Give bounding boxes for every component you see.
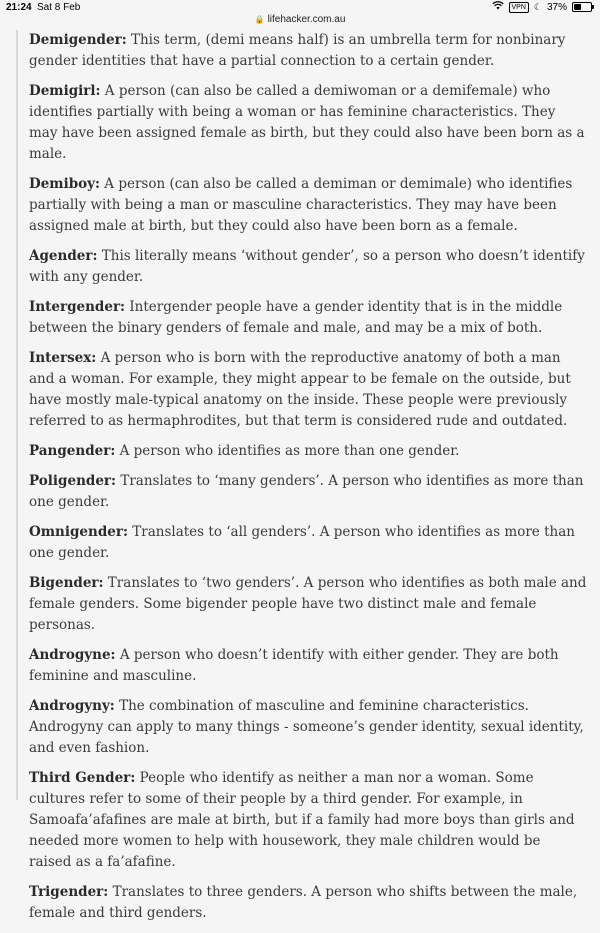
definition-term: Trigender: <box>29 884 109 900</box>
definition-entry <box>29 297 587 339</box>
definition-text: Intergender people have a gender identity that is in the middle between the binary genders of female and male, and may be a mix of both. <box>29 299 563 336</box>
definition-text: Translates to ‘all genders’. A person who identifies as more than one gender. <box>29 524 575 561</box>
definition-term: Androgyne: <box>29 647 116 663</box>
battery-percent: 37% <box>546 1 567 13</box>
definition-text: The combination of masculine and feminine characteristics. Androgyny can apply to many things - someone’s gender identity, sexual identity, and even fashion. <box>29 698 584 756</box>
definition-entry <box>29 882 587 924</box>
moon-icon: ☾ <box>533 1 542 12</box>
definition-entry <box>29 81 587 165</box>
wifi-icon <box>492 1 504 13</box>
definition-text: A person (can also be called a demiwoman or a demifemale) who identifies partially with being a woman or has feminine characteristics. They may have been assigned female as birth, but they could also have been born as a male. <box>29 83 585 162</box>
definition-term: Pangender: <box>29 443 116 459</box>
definition-term: Intergender: <box>29 299 126 315</box>
definition-text: People who identify as neither a man nor a woman. Some cultures refer to some of their people by a third gender. For example, in Samoafa’afafines are male at birth, but if a family had more boys than girls and needed more women to help with housework, they male children would be raised as a fa’afafine. <box>29 770 575 870</box>
definition-entry <box>29 348 587 432</box>
definition-term: Agender: <box>29 248 98 264</box>
definition-entry <box>29 471 587 513</box>
status-time: 21:24 <box>6 2 32 13</box>
definition-term: Demiboy: <box>29 176 100 192</box>
definition-term: Androgyny: <box>29 698 115 714</box>
article-content[interactable] <box>0 30 600 921</box>
status-bar <box>0 0 600 14</box>
definition-term: Demigender: <box>29 32 127 48</box>
definition-text: This literally means ‘without gender’, so a person who doesn’t identify with any gender. <box>29 248 585 285</box>
definition-text: Translates to three genders. A person who shifts between the male, female and third genders. <box>29 884 578 921</box>
definition-entry <box>29 30 587 72</box>
definition-term: Omnigender: <box>29 524 128 540</box>
definition-term: Intersex: <box>29 350 97 366</box>
definition-term: Demigirl: <box>29 83 101 99</box>
definition-entry <box>29 573 587 636</box>
battery-fill <box>574 4 581 10</box>
definition-text: This term, (demi means half) is an umbrella term for nonbinary gender identities that have a partial connection to a certain gender. <box>29 32 566 69</box>
status-right-group <box>492 1 593 13</box>
definition-entry <box>29 441 587 462</box>
battery-icon <box>572 2 592 12</box>
definition-entry <box>29 246 587 288</box>
definition-entry <box>29 645 587 687</box>
definition-entry <box>29 174 587 237</box>
lock-icon: 🔒 <box>254 15 265 24</box>
definition-text: A person who is born with the reproductive anatomy of both a man and a woman. For example, they might appear to be female on the outside, but have mostly male-typical anatomy on the inside. These people were previously referred to as hermaphrodites, but that term is considered rude and outdated. <box>29 350 571 429</box>
status-date: Sat 8 Feb <box>37 2 81 13</box>
address-bar[interactable] <box>0 14 600 30</box>
definition-text: A person who doesn’t identify with either gender. They are both feminine and masculine. <box>29 647 559 684</box>
definition-text: A person (can also be called a demiman or demimale) who identifies partially with being a man or masculine characteristics. They may have been assigned male at birth, but they could also have been born as a female. <box>29 176 573 234</box>
definition-entry <box>29 522 587 564</box>
definitions-list <box>29 30 587 933</box>
vpn-badge: VPN <box>509 2 529 13</box>
definition-entry <box>29 696 587 759</box>
url-text: lifehacker.com.au <box>267 14 346 25</box>
definition-text: Translates to ‘two genders’. A person who identifies as both male and female genders. Some bigender people have two distinct male and female personas. <box>29 575 587 633</box>
definition-text: Translates to ‘many genders’. A person who identifies as more than one gender. <box>29 473 584 510</box>
blockquote-rule <box>16 30 18 800</box>
definition-term: Poligender: <box>29 473 117 489</box>
definition-term: Third Gender: <box>29 770 136 786</box>
definition-entry <box>29 768 587 873</box>
definition-text: A person who identifies as more than one gender. <box>115 443 460 459</box>
definition-term: Bigender: <box>29 575 104 591</box>
